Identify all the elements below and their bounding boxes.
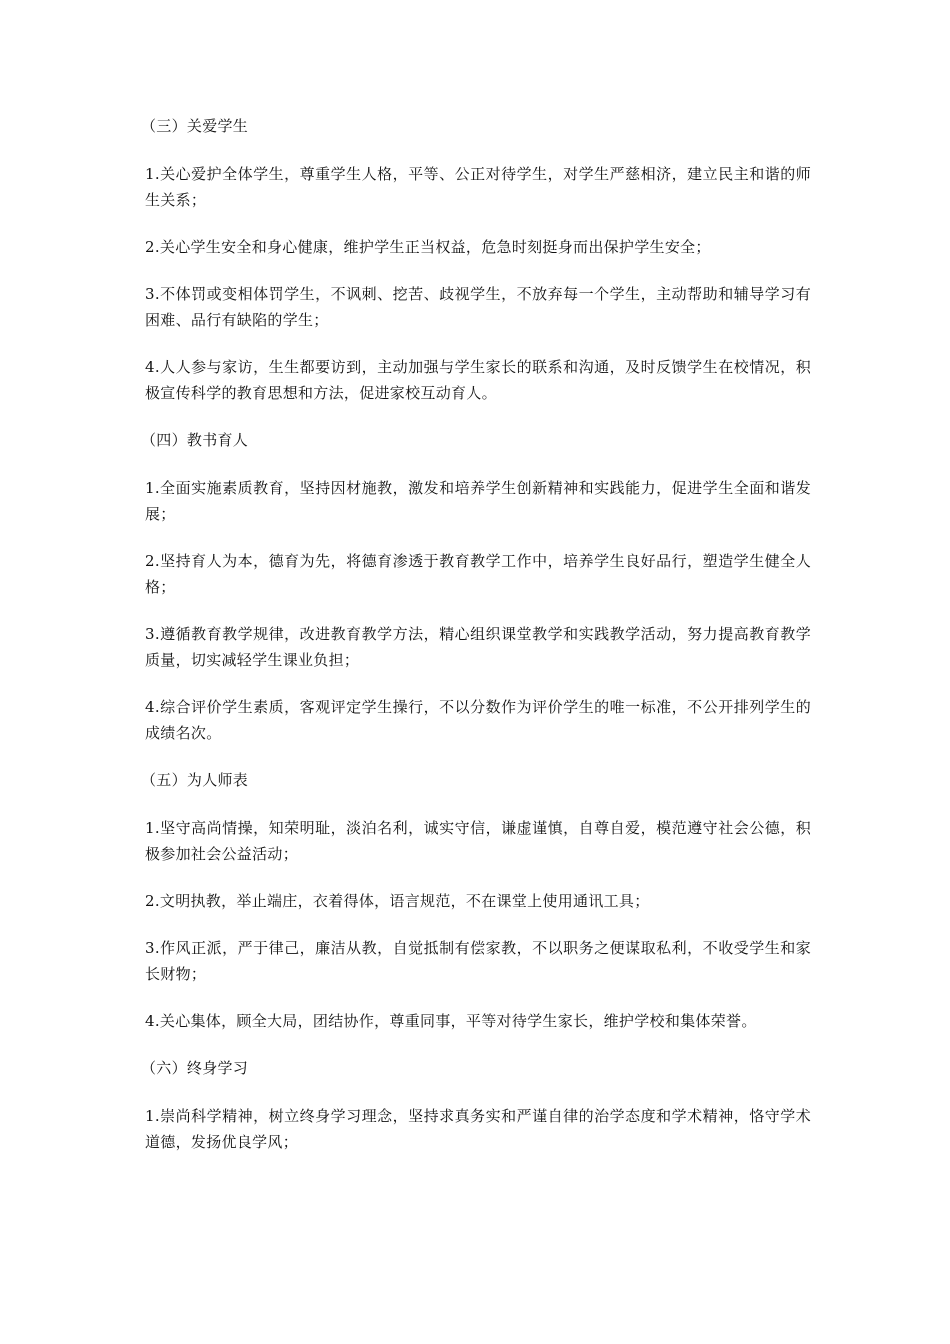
paragraph: 1.坚守高尚情操，知荣明耻，淡泊名利，诚实守信，谦虚谨慎，自尊自爱，模范遵守社会公德，积极参加社会公益活动； bbox=[145, 819, 811, 863]
paragraph: 2.文明执教，举止端庄，衣着得体，语言规范，不在课堂上使用通讯工具； bbox=[145, 892, 650, 910]
paragraph: 2.坚持育人为本，德育为先，将德育渗透于教育教学工作中，培养学生良好品行，塑造学生健全人格； bbox=[145, 552, 811, 596]
paragraph: 2.关心学生安全和身心健康，维护学生正当权益，危急时刻挺身而出保护学生安全； bbox=[145, 238, 711, 256]
paragraph: 3.遵循教育教学规律，改进教育教学方法，精心组织课堂教学和实践教学活动，努力提高教育教学质量，切实减轻学生课业负担； bbox=[145, 625, 811, 669]
section-heading: （三）关爱学生 bbox=[141, 117, 249, 135]
section-heading: （四）教书育人 bbox=[141, 431, 249, 449]
paragraph: 4.人人参与家访，生生都要访到，主动加强与学生家长的联系和沟通，及时反馈学生在校情况，积极宣传科学的教育思想和方法，促进家校互动育人。 bbox=[145, 358, 811, 402]
section-care-students bbox=[141, 113, 811, 406]
section-heading: （五）为人师表 bbox=[141, 771, 249, 789]
document-page bbox=[141, 113, 811, 1176]
section-lifelong-learning bbox=[141, 1055, 811, 1155]
section-heading: （六）终身学习 bbox=[141, 1059, 249, 1077]
paragraph: 3.不体罚或变相体罚学生，不讽刺、挖苦、歧视学生，不放弃每一个学生，主动帮助和辅导学习有困难、品行有缺陷的学生； bbox=[145, 285, 811, 329]
section-teaching-educating bbox=[141, 427, 811, 746]
paragraph: 1.关心爱护全体学生，尊重学生人格，平等、公正对待学生，对学生严慈相济，建立民主和谐的师生关系； bbox=[145, 165, 811, 209]
paragraph: 1.崇尚科学精神，树立终身学习理念，坚持求真务实和严谨自律的治学态度和学术精神，恪守学术道德，发扬优良学风； bbox=[145, 1107, 811, 1151]
paragraph: 1.全面实施素质教育，坚持因材施教，激发和培养学生创新精神和实践能力，促进学生全面和谐发展； bbox=[145, 479, 811, 523]
paragraph: 4.关心集体，顾全大局，团结协作，尊重同事，平等对待学生家长，维护学校和集体荣誉。 bbox=[145, 1012, 757, 1030]
paragraph: 3.作风正派，严于律己，廉洁从教，自觉抵制有偿家教，不以职务之便谋取私利，不收受学生和家长财物； bbox=[145, 939, 811, 983]
section-role-model bbox=[141, 767, 811, 1034]
paragraph: 4.综合评价学生素质，客观评定学生操行，不以分数作为评价学生的唯一标准，不公开排列学生的成绩名次。 bbox=[145, 698, 811, 742]
